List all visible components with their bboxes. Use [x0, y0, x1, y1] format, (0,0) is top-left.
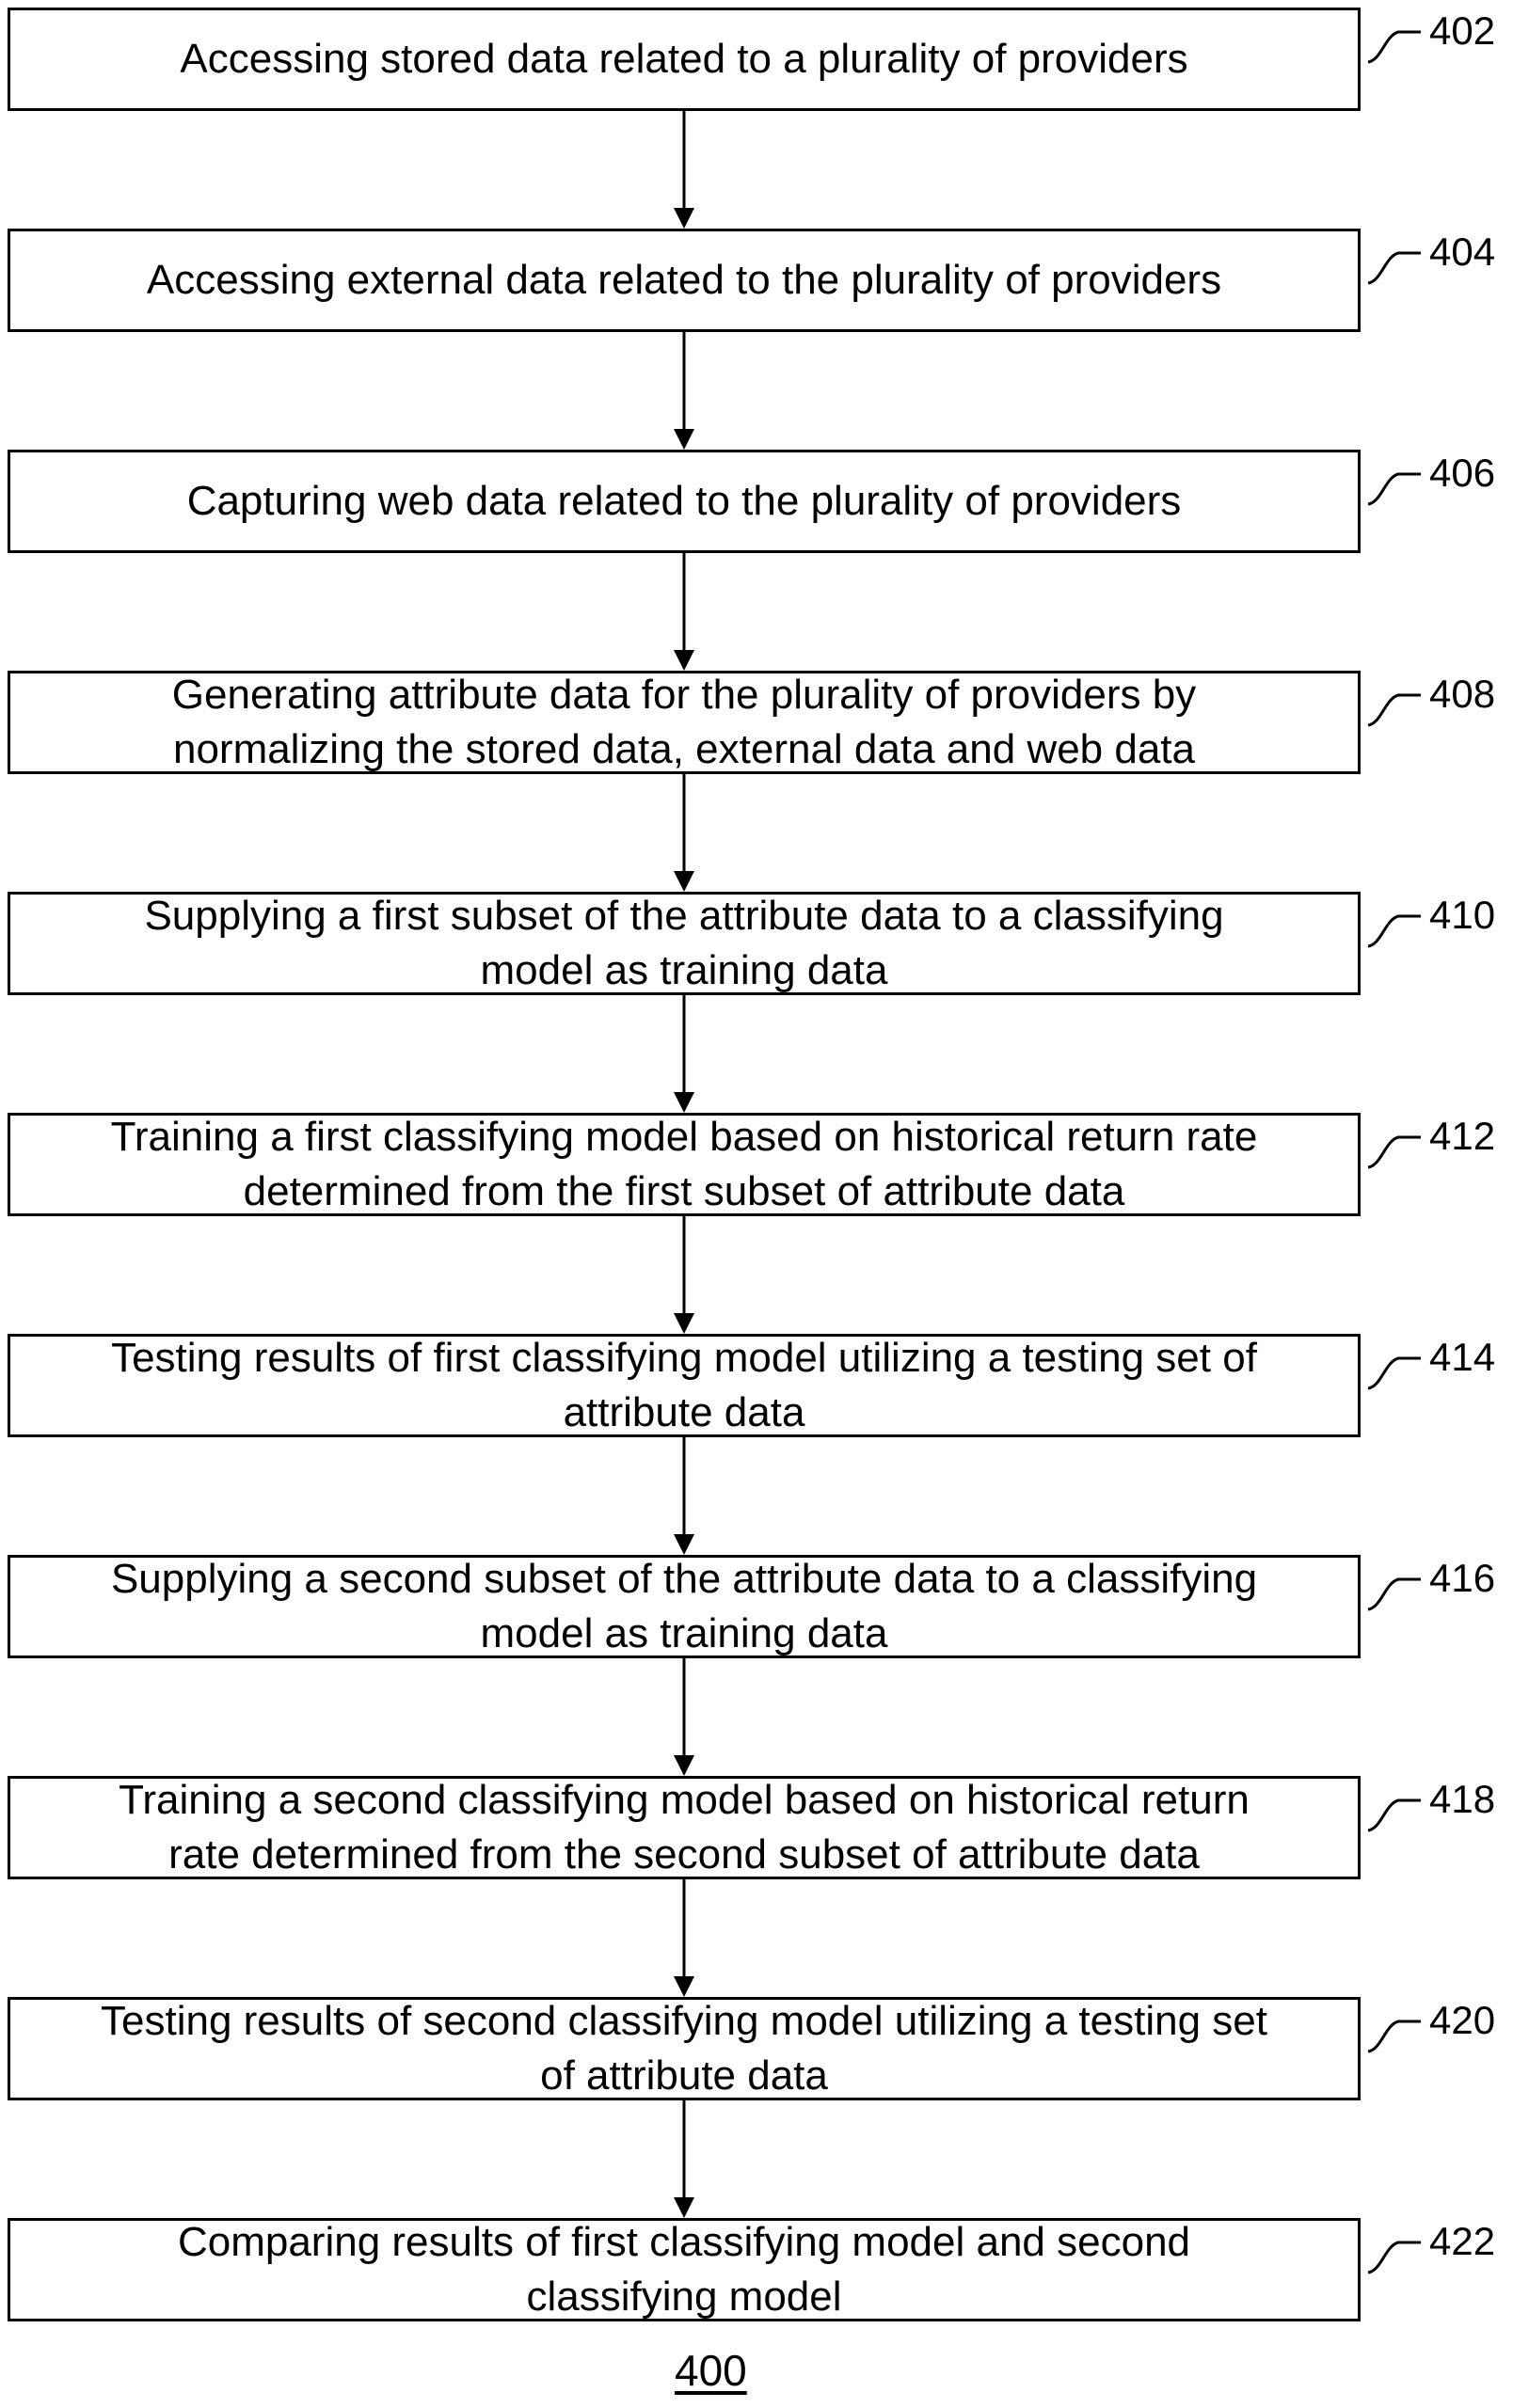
- step-box-412: [8, 1113, 1361, 1216]
- step-text-line: Capturing web data related to the plurality of providers: [186, 478, 1182, 524]
- step-text-line: Testing results of first classifying model utilizing a testing set of: [111, 1335, 1257, 1381]
- step-text-line: attribute data: [563, 1389, 805, 1435]
- step-box-422: [8, 2218, 1361, 2321]
- leader-line: [1368, 1358, 1421, 1388]
- ref-label-402: 402: [1429, 8, 1496, 53]
- leader-line: [1368, 916, 1421, 946]
- step-box-406: [8, 450, 1361, 553]
- figure-label: 400: [675, 2346, 747, 2395]
- leader-line: [1368, 474, 1421, 504]
- step-text-line: rate determined from the second subset of attribute data: [168, 1831, 1200, 1877]
- leader-line: [1368, 2242, 1421, 2273]
- step-text-line: model as training data: [480, 947, 888, 993]
- ref-label-406: 406: [1429, 451, 1496, 495]
- step-box-402: [8, 8, 1361, 111]
- step-box-404: [8, 229, 1361, 332]
- step-box-414: [8, 1334, 1361, 1437]
- leader-line: [1368, 253, 1421, 283]
- step-text-line: Accessing stored data related to a plurality of providers: [180, 36, 1188, 82]
- step-text-line: Comparing results of first classifying model and second: [177, 2219, 1191, 2265]
- step-box-420: [8, 1997, 1361, 2100]
- arrow-head-icon: [674, 429, 694, 450]
- leader-line: [1368, 2021, 1421, 2052]
- step-text-line: Supplying a first subset of the attribute data to a classifying: [144, 893, 1224, 939]
- ref-label-408: 408: [1429, 672, 1496, 716]
- step-text-line: Training a second classifying model based on historical return: [119, 1777, 1250, 1823]
- step-box-418: [8, 1776, 1361, 1879]
- leader-line: [1368, 1579, 1421, 1609]
- step-text-line: of attribute data: [540, 2052, 828, 2099]
- leader-line: [1368, 1137, 1421, 1167]
- step-text-line: Testing results of second classifying model utilizing a testing set: [101, 1998, 1267, 2044]
- leader-line: [1368, 32, 1421, 62]
- step-text-line: determined from the first subset of attribute data: [243, 1168, 1125, 1214]
- step-box-410: [8, 892, 1361, 995]
- ref-label-418: 418: [1429, 1777, 1496, 1821]
- step-text-line: Generating attribute data for the plurality of providers by: [171, 672, 1197, 718]
- ref-label-412: 412: [1429, 1114, 1496, 1158]
- step-text-line: model as training data: [480, 1610, 888, 1656]
- ref-label-416: 416: [1429, 1556, 1496, 1600]
- ref-label-404: 404: [1429, 230, 1496, 274]
- step-box-416: [8, 1555, 1361, 1658]
- step-text-line: Supplying a second subset of the attribute data to a classifying: [110, 1556, 1258, 1602]
- arrow-head-icon: [674, 208, 694, 229]
- step-text-line: Accessing external data related to the plurality of providers: [146, 257, 1222, 303]
- ref-label-414: 414: [1429, 1335, 1496, 1379]
- ref-label-410: 410: [1429, 893, 1496, 937]
- leader-line: [1368, 1800, 1421, 1830]
- leader-line: [1368, 695, 1421, 725]
- step-text-line: normalizing the stored data, external data and web data: [172, 726, 1196, 772]
- step-text-line: Training a first classifying model based on historical return rate: [110, 1114, 1258, 1160]
- step-text-line: classifying model: [526, 2273, 842, 2320]
- ref-label-422: 422: [1429, 2219, 1496, 2263]
- ref-label-420: 420: [1429, 1998, 1496, 2042]
- step-box-408: [8, 671, 1361, 774]
